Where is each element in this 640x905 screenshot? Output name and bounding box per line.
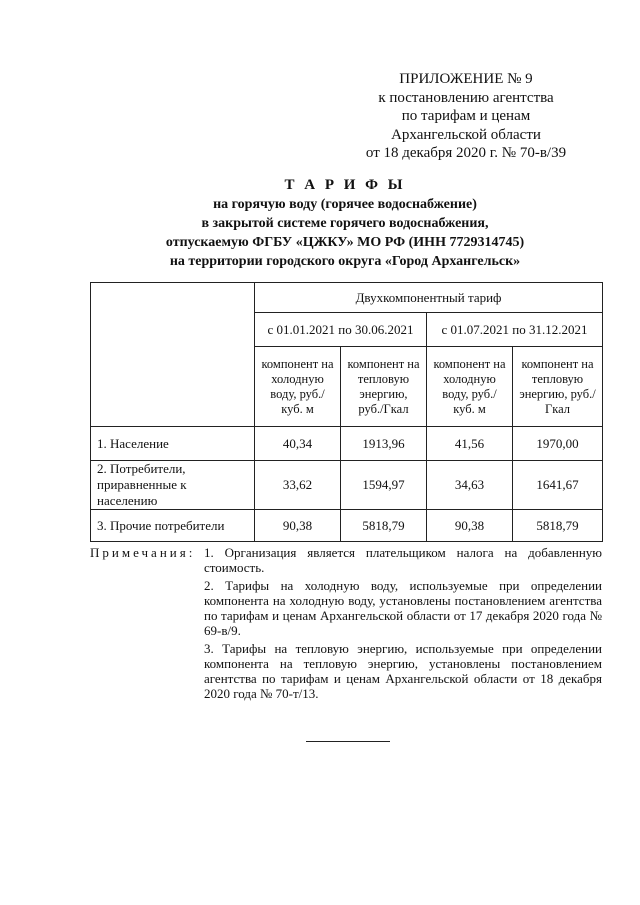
title-line: в закрытой системе горячего водоснабжения, bbox=[201, 216, 489, 231]
title-line: отпускаемую ФГБУ «ЦЖКУ» МО РФ (ИНН 7729314745) bbox=[165, 235, 525, 250]
appendix-line: по тарифам и ценам bbox=[401, 108, 531, 124]
component-header: компонент на холодную воду, руб./куб. м bbox=[255, 347, 341, 427]
group-header: Двухкомпонентный тариф bbox=[255, 283, 603, 313]
notes-body bbox=[204, 545, 602, 704]
appendix-heading: ПРИЛОЖЕНИЕ № 9 bbox=[399, 71, 533, 87]
title-line: на территории городского округа «Город Архангельск» bbox=[169, 254, 521, 269]
appendix-block bbox=[352, 70, 580, 163]
component-header: компонент на холодную воду, руб./куб. м bbox=[427, 347, 513, 427]
tariff-value: 1970,00 bbox=[513, 427, 603, 461]
tariff-value: 1641,67 bbox=[513, 461, 603, 510]
table-row bbox=[91, 427, 603, 461]
tariff-value: 1913,96 bbox=[341, 427, 427, 461]
table-row bbox=[91, 461, 603, 510]
document-title bbox=[100, 176, 590, 271]
notes-label: Примечания: bbox=[90, 545, 196, 560]
tariff-table bbox=[90, 282, 603, 542]
tariff-value: 90,38 bbox=[255, 510, 341, 542]
appendix-line: от 18 декабря 2020 г. № 70-в/39 bbox=[365, 145, 567, 161]
note-item: 2. Тарифы на холодную воду, используемые при определении компонента на холодную воду, установлены постановлением агентства по тарифам и ценам Архангельской области от 17 декабря 2020 года № 69-в/9. bbox=[204, 578, 602, 638]
component-header: компонент на тепловую энергию, руб./Гкал bbox=[513, 347, 603, 427]
note-item: 1. Организация является плательщиком налога на добавленную стоимость. bbox=[204, 545, 602, 575]
note-item: 3. Тарифы на тепловую энергию, используемые при определении компонента на тепловую энергию, установлены постановлением агентства по тарифам и ценам Архангельской области от 18 декабря 2020 года № 70-т/13. bbox=[204, 641, 602, 701]
period-header: с 01.07.2021 по 31.12.2021 bbox=[427, 313, 603, 347]
tariff-value: 5818,79 bbox=[513, 510, 603, 542]
row-label: 2. Потребители, приравненные к населению bbox=[91, 461, 255, 510]
appendix-line: к постановлению агентства bbox=[378, 89, 554, 106]
row-label: 1. Население bbox=[91, 427, 255, 461]
tariff-value: 34,63 bbox=[427, 461, 513, 510]
title-line: на горячую воду (горячее водоснабжение) bbox=[213, 197, 477, 212]
component-header: компонент на тепловую энергию, руб./Гкал bbox=[341, 347, 427, 427]
table-corner-cell bbox=[91, 283, 255, 427]
tariff-value: 41,56 bbox=[427, 427, 513, 461]
row-label: 3. Прочие потребители bbox=[91, 510, 255, 542]
tariff-value: 33,62 bbox=[255, 461, 341, 510]
tariff-value: 90,38 bbox=[427, 510, 513, 542]
appendix-line: Архангельской области bbox=[391, 126, 541, 143]
closing-divider bbox=[306, 741, 390, 742]
table-row bbox=[91, 510, 603, 542]
tariff-value: 1594,97 bbox=[341, 461, 427, 510]
tariff-value: 5818,79 bbox=[341, 510, 427, 542]
period-header: с 01.01.2021 по 30.06.2021 bbox=[255, 313, 427, 347]
tariff-value: 40,34 bbox=[255, 427, 341, 461]
title-main: Т А Р И Ф Ы bbox=[284, 177, 406, 193]
